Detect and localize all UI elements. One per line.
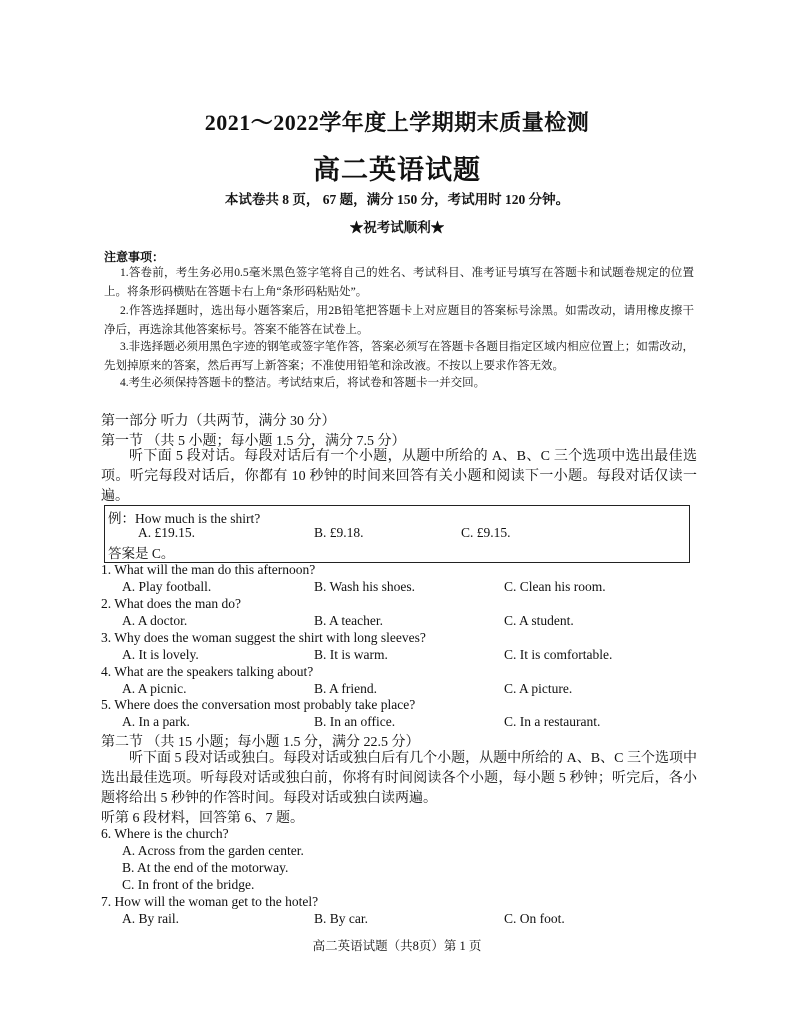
exam-title: 2021～2022学年度上学期期末质量检测 — [204, 110, 590, 135]
q3-option-b: B. It is warm. — [314, 647, 388, 662]
question-1: 1. What will the man do this afternoon? — [101, 562, 316, 577]
q2-option-a: A. A doctor. — [122, 613, 188, 628]
notice-item: 3.非选择题必须用黑色字迹的钢笔或签字笔作答，答案必须写在答题卡各题目指定区域内相应位置上；如需改动，先划掉原来的答案，然后再写上新答案；不准使用铅笔和涂改液。不按以上要求作答无效。 — [104, 341, 694, 372]
page-footer: 高二英语试题（共8页）第 1 页 — [312, 939, 482, 953]
q2-option-c: C. A student. — [504, 613, 574, 628]
q2-option-b: B. A teacher. — [314, 613, 383, 628]
q6-option-c: C. In front of the bridge. — [122, 877, 255, 892]
notice-item: 1.答卷前，考生务必用0.5毫米黑色签字笔将自己的姓名、考试科目、准考证号填写在答题卡和试题卷规定的位置上。将条形码横贴在答题卡右上角“条形码粘贴处”。 — [104, 267, 694, 298]
question-4: 4. What are the speakers talking about? — [101, 664, 314, 679]
q6-option-a: A. Across from the garden center. — [122, 843, 304, 858]
question-5: 5. Where does the conversation most probably take place? — [101, 697, 416, 712]
q7-option-c: C. On foot. — [504, 911, 565, 926]
question-6: 6. Where is the church? — [101, 826, 229, 841]
good-luck-line: ★祝考试顺利★ — [349, 220, 445, 235]
q5-option-c: C. In a restaurant. — [504, 714, 601, 729]
example-option-a: A. £19.15. — [138, 525, 195, 540]
example-option-c: C. £9.15. — [461, 525, 511, 540]
exam-subtitle: 高二英语试题 — [313, 155, 481, 185]
notice-item: 4.考生必须保持答题卡的整洁。考试结束后，将试卷和答题卡一并交回。 — [120, 377, 486, 389]
q3-option-c: C. It is comfortable. — [504, 647, 613, 662]
q1-option-c: C. Clean his room. — [504, 579, 606, 594]
q5-option-a: A. In a park. — [122, 714, 190, 729]
q4-option-c: C. A picture. — [504, 681, 573, 696]
q3-option-a: A. It is lovely. — [122, 647, 199, 662]
section1-heading: 第一节 （共 5 小题；每小题 1.5 分，满分 7.5 分） — [101, 434, 406, 449]
notice-heading: 注意事项： — [104, 250, 165, 264]
exam-info: 本试卷共 8 页， 67 题，满分 150 分，考试用时 120 分钟。 — [224, 192, 570, 207]
q1-option-a: A. Play football. — [122, 579, 212, 594]
question-3: 3. Why does the woman suggest the shirt with long sleeves? — [101, 630, 426, 645]
q5-option-b: B. In an office. — [314, 714, 396, 729]
q6-option-b: B. At the end of the motorway. — [122, 860, 289, 875]
q4-option-b: B. A friend. — [314, 681, 377, 696]
q1-option-b: B. Wash his shoes. — [314, 579, 416, 594]
section1-instructions: 听下面 5 段对话。每段对话后有一个小题，从题中所给的 A、B、C 三个选项中选出最佳选项。听完每段对话后，你都有 10 秒钟的时间来回答有关小题和阅读下一小题。每段对话仅读一遍。 — [101, 449, 697, 504]
q7-option-b: B. By car. — [314, 911, 368, 926]
example-option-b: B. £9.18. — [314, 525, 364, 540]
q7-option-a: A. By rail. — [122, 911, 179, 926]
notice-item: 2.作答选择题时，选出每小题答案后，用2B铅笔把答题卡上对应题目的答案标号涂黑。如需改动，请用橡皮擦干净后，再选涂其他答案标号。答案不能答在试卷上。 — [104, 305, 694, 336]
question-7: 7. How will the woman get to the hotel? — [101, 894, 319, 909]
example-answer: 答案是 C。 — [108, 546, 175, 561]
example-question: 例：How much is the shirt? — [108, 511, 261, 526]
q4-option-a: A. A picnic. — [122, 681, 187, 696]
material-6-instruction: 听第 6 段材料，回答第 6、7 题。 — [101, 811, 304, 826]
question-2: 2. What does the man do? — [101, 596, 241, 611]
section2-instructions: 听下面 5 段对话或独白。每段对话或独白后有几个小题，从题中所给的 A、B、C 三个选项中选出最佳选项。听每段对话或独白前，你将有时间阅读各个小题，每小题 5 秒钟；听完后，各小题将给出 5 秒钟的作答时间。每段对话或独白读两遍。 — [101, 751, 697, 806]
part1-heading: 第一部分 听力（共两节，满分 30 分） — [101, 414, 336, 429]
section2-heading: 第二节 （共 15 小题；每小题 1.5 分，满分 22.5 分） — [101, 735, 420, 750]
